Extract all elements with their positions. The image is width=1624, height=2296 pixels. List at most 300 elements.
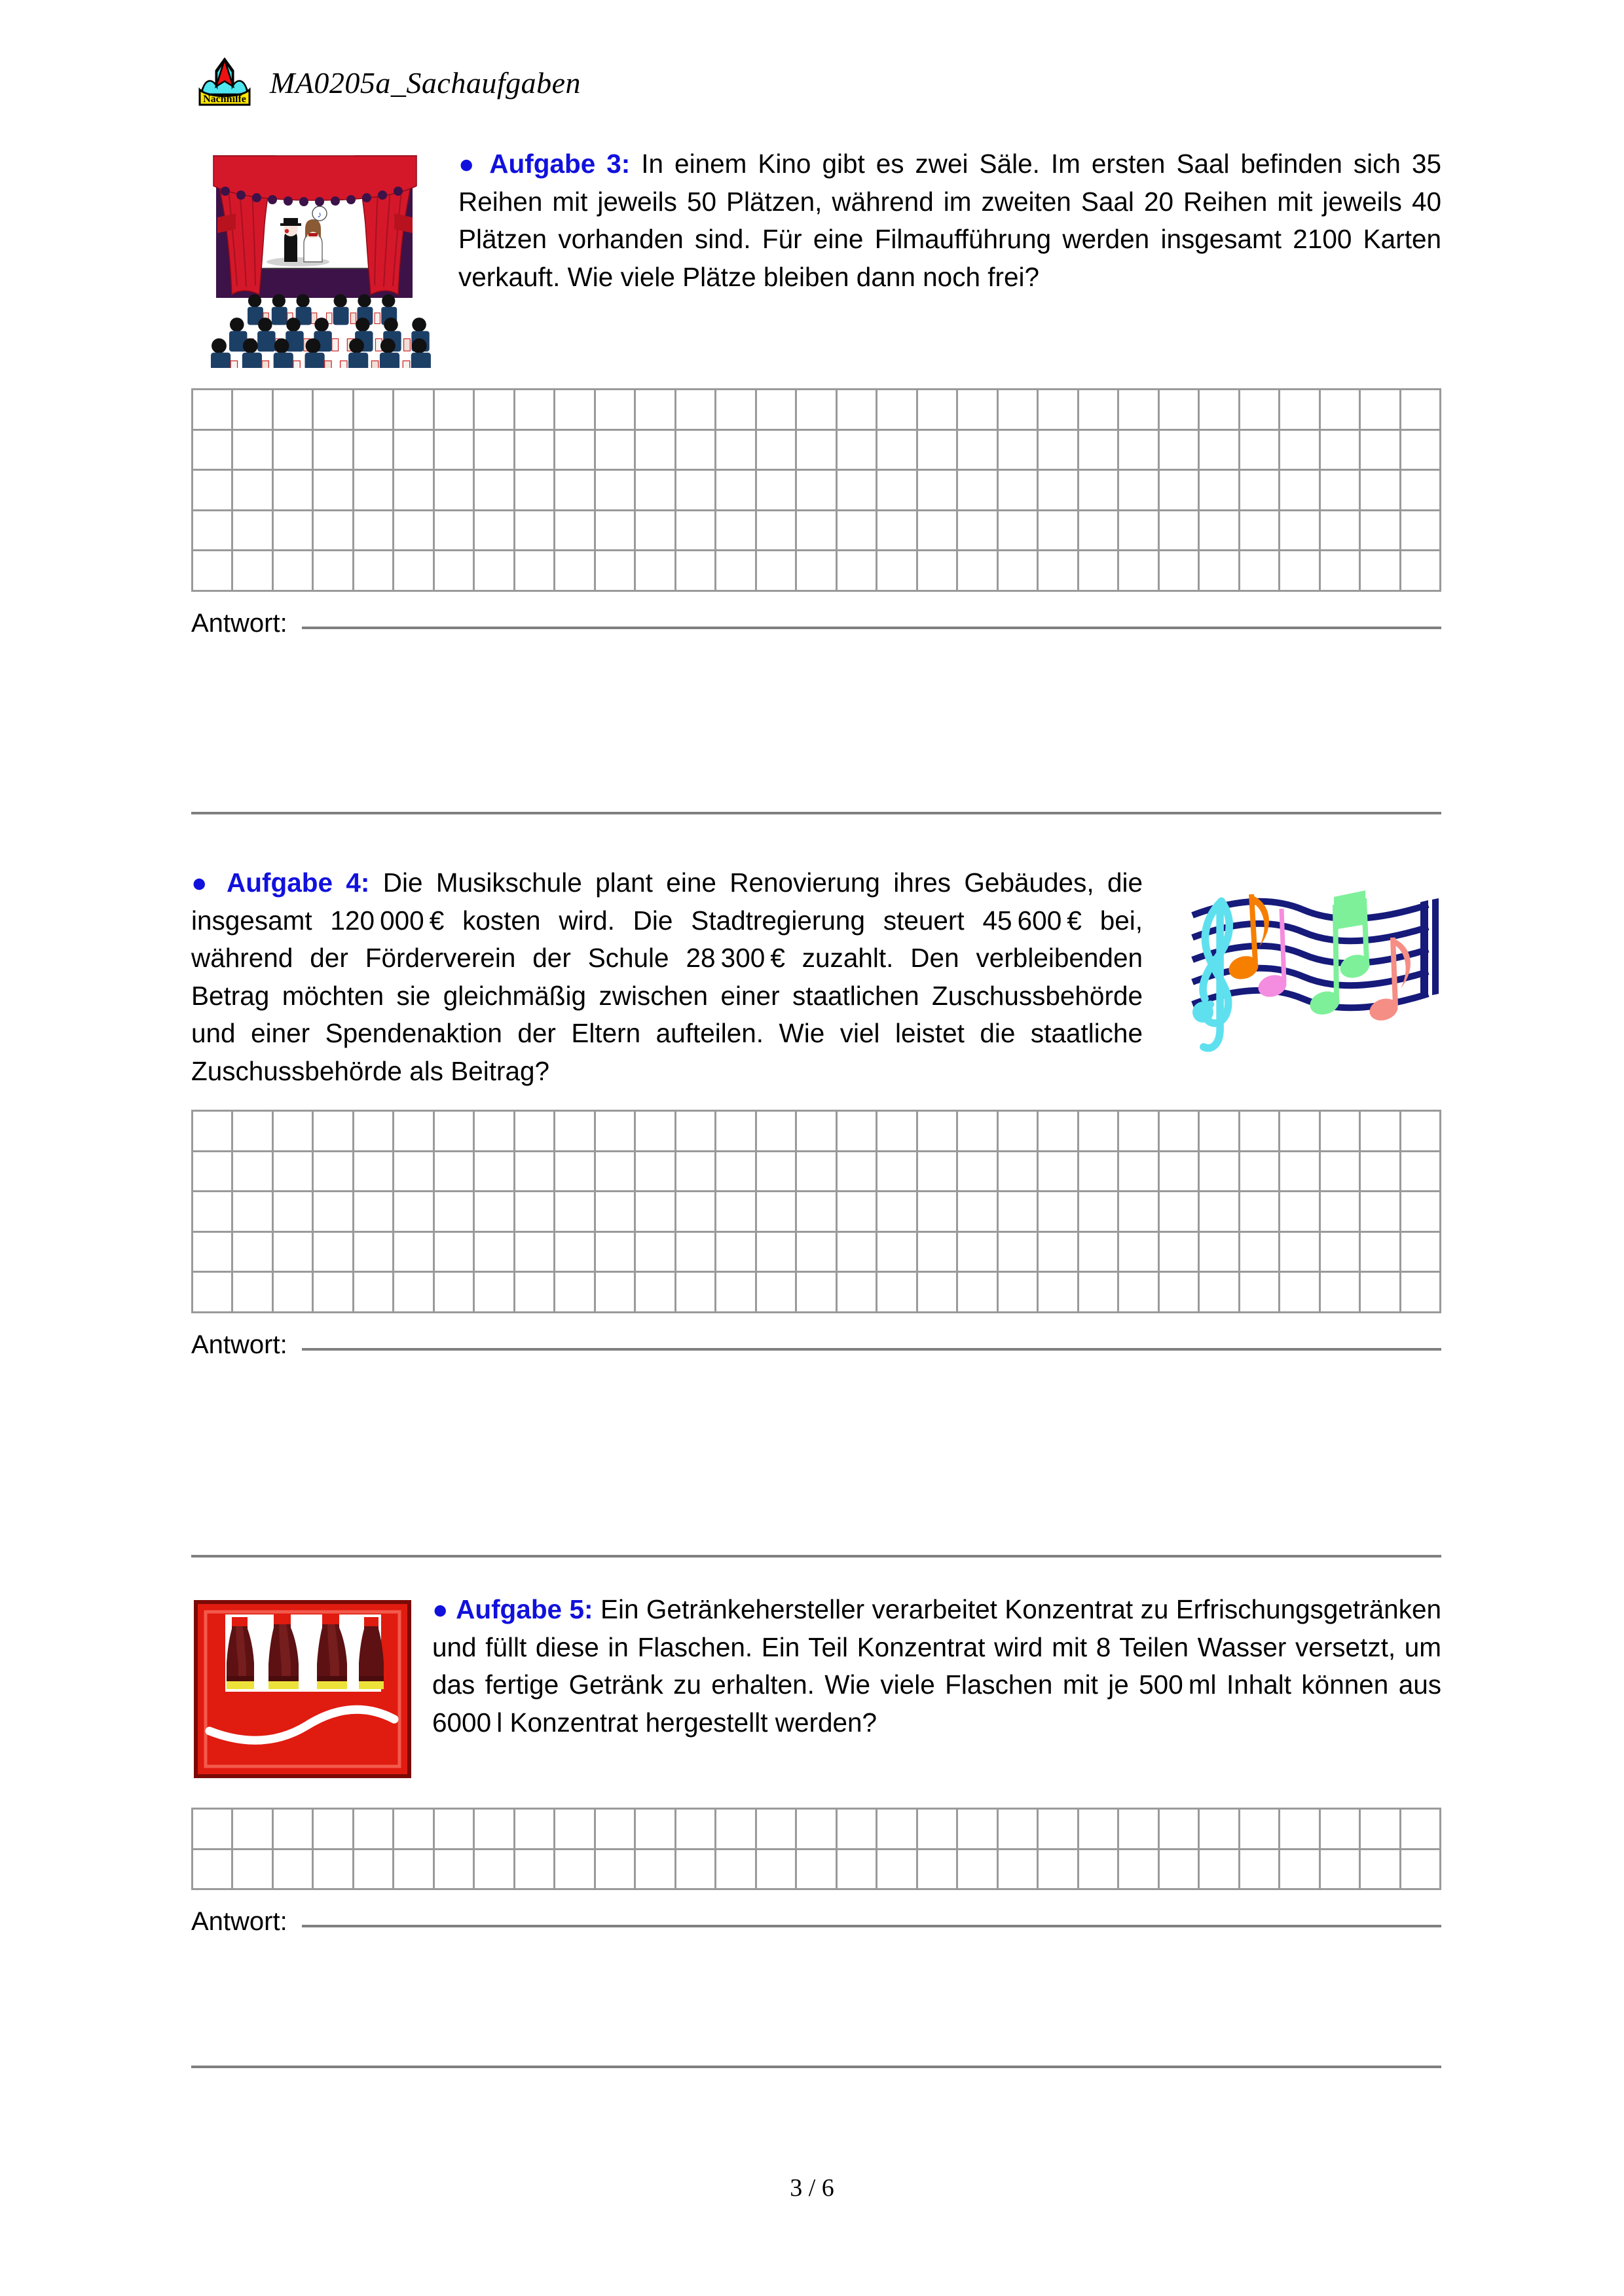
grid-cell[interactable]: [596, 1273, 636, 1313]
grid-cell[interactable]: [354, 1152, 394, 1193]
grid-cell[interactable]: [1200, 1273, 1240, 1313]
grid-cell[interactable]: [435, 1192, 475, 1233]
grid-cell[interactable]: [1079, 1233, 1119, 1273]
grid-cell[interactable]: [636, 1112, 676, 1152]
grid-cell[interactable]: [475, 390, 515, 431]
grid-cell[interactable]: [274, 471, 314, 511]
grid-cell[interactable]: [1401, 511, 1441, 552]
grid-cell[interactable]: [475, 511, 515, 552]
grid-cell[interactable]: [1119, 1233, 1159, 1273]
grid-cell[interactable]: [838, 1233, 877, 1273]
grid-cell[interactable]: [716, 551, 756, 592]
grid-cell[interactable]: [676, 551, 716, 592]
grid-cell[interactable]: [274, 1850, 314, 1891]
grid-cell[interactable]: [314, 1112, 354, 1152]
grid-cell[interactable]: [1280, 1273, 1320, 1313]
grid-cell[interactable]: [716, 511, 756, 552]
grid-cell[interactable]: [918, 1273, 958, 1313]
grid-cell[interactable]: [1160, 431, 1200, 471]
grid-cell[interactable]: [877, 1112, 917, 1152]
grid-cell[interactable]: [1079, 511, 1119, 552]
grid-cell[interactable]: [877, 1273, 917, 1313]
grid-cell[interactable]: [838, 1273, 877, 1313]
grid-cell[interactable]: [716, 1850, 756, 1891]
grid-cell[interactable]: [1119, 471, 1159, 511]
grid-cell[interactable]: [838, 1810, 877, 1850]
grid-cell[interactable]: [838, 1850, 877, 1891]
grid-cell[interactable]: [274, 1192, 314, 1233]
grid-cell[interactable]: [1079, 551, 1119, 592]
grid-cell[interactable]: [233, 1810, 273, 1850]
grid-cell[interactable]: [1200, 511, 1240, 552]
grid-cell[interactable]: [1280, 1850, 1320, 1891]
grid-cell[interactable]: [193, 1273, 233, 1313]
grid-cell[interactable]: [515, 1112, 555, 1152]
grid-cell[interactable]: [838, 1152, 877, 1193]
grid-cell[interactable]: [475, 1850, 515, 1891]
grid-cell[interactable]: [636, 390, 676, 431]
grid-cell[interactable]: [676, 1233, 716, 1273]
grid-cell[interactable]: [394, 551, 434, 592]
grid-cell[interactable]: [1160, 1192, 1200, 1233]
grid-cell[interactable]: [1200, 1192, 1240, 1233]
grid-cell[interactable]: [797, 390, 837, 431]
grid-cell[interactable]: [999, 471, 1039, 511]
grid-cell[interactable]: [1039, 431, 1079, 471]
grid-cell[interactable]: [233, 471, 273, 511]
grid-cell[interactable]: [515, 551, 555, 592]
grid-cell[interactable]: [757, 1152, 797, 1193]
grid-cell[interactable]: [999, 1273, 1039, 1313]
grid-cell[interactable]: [1119, 1850, 1159, 1891]
grid-cell[interactable]: [838, 1192, 877, 1233]
grid-cell[interactable]: [838, 471, 877, 511]
grid-cell[interactable]: [636, 1192, 676, 1233]
grid-cell[interactable]: [797, 1273, 837, 1313]
grid-cell[interactable]: [1079, 1192, 1119, 1233]
grid-cell[interactable]: [1321, 1810, 1361, 1850]
grid-cell[interactable]: [757, 1273, 797, 1313]
grid-cell[interactable]: [1039, 390, 1079, 431]
grid-cell[interactable]: [555, 1112, 595, 1152]
grid-cell[interactable]: [838, 390, 877, 431]
grid-cell[interactable]: [475, 1810, 515, 1850]
grid-cell[interactable]: [515, 390, 555, 431]
grid-cell[interactable]: [394, 511, 434, 552]
grid-cell[interactable]: [716, 1112, 756, 1152]
grid-cell[interactable]: [1361, 1112, 1401, 1152]
grid-cell[interactable]: [797, 551, 837, 592]
grid-cell[interactable]: [797, 471, 837, 511]
grid-cell[interactable]: [193, 471, 233, 511]
grid-cell[interactable]: [1280, 431, 1320, 471]
grid-cell[interactable]: [475, 431, 515, 471]
grid-cell[interactable]: [636, 1233, 676, 1273]
grid-cell[interactable]: [1280, 1112, 1320, 1152]
grid-cell[interactable]: [999, 431, 1039, 471]
grid-cell[interactable]: [918, 1850, 958, 1891]
grid-cell[interactable]: [958, 1192, 998, 1233]
grid-cell[interactable]: [435, 1152, 475, 1193]
grid-cell[interactable]: [394, 1192, 434, 1233]
grid-cell[interactable]: [676, 471, 716, 511]
grid-cell[interactable]: [999, 551, 1039, 592]
grid-cell[interactable]: [193, 1152, 233, 1193]
grid-cell[interactable]: [1280, 471, 1320, 511]
grid-cell[interactable]: [958, 1112, 998, 1152]
grid-cell[interactable]: [475, 1233, 515, 1273]
grid-cell[interactable]: [676, 390, 716, 431]
grid-cell[interactable]: [1119, 1273, 1159, 1313]
grid-cell[interactable]: [877, 1152, 917, 1193]
grid-cell[interactable]: [233, 390, 273, 431]
grid-cell[interactable]: [515, 471, 555, 511]
task-5-answer-rule[interactable]: [302, 1925, 1441, 1927]
grid-cell[interactable]: [1401, 1273, 1441, 1313]
grid-cell[interactable]: [515, 1233, 555, 1273]
grid-cell[interactable]: [636, 1810, 676, 1850]
grid-cell[interactable]: [1401, 1192, 1441, 1233]
grid-cell[interactable]: [999, 511, 1039, 552]
grid-cell[interactable]: [394, 1850, 434, 1891]
grid-cell[interactable]: [354, 471, 394, 511]
grid-cell[interactable]: [757, 431, 797, 471]
grid-cell[interactable]: [596, 511, 636, 552]
task-4-answer-grid[interactable]: [191, 1110, 1441, 1313]
grid-cell[interactable]: [1160, 1810, 1200, 1850]
grid-cell[interactable]: [676, 431, 716, 471]
grid-cell[interactable]: [193, 511, 233, 552]
grid-cell[interactable]: [676, 1112, 716, 1152]
grid-cell[interactable]: [274, 1273, 314, 1313]
grid-cell[interactable]: [958, 1233, 998, 1273]
grid-cell[interactable]: [233, 1850, 273, 1891]
grid-cell[interactable]: [958, 1152, 998, 1193]
grid-cell[interactable]: [716, 471, 756, 511]
grid-cell[interactable]: [394, 471, 434, 511]
grid-cell[interactable]: [797, 511, 837, 552]
grid-cell[interactable]: [555, 1273, 595, 1313]
grid-cell[interactable]: [1240, 1273, 1280, 1313]
grid-cell[interactable]: [555, 551, 595, 592]
grid-cell[interactable]: [918, 1112, 958, 1152]
grid-cell[interactable]: [1321, 471, 1361, 511]
grid-cell[interactable]: [555, 1850, 595, 1891]
grid-cell[interactable]: [716, 1810, 756, 1850]
grid-cell[interactable]: [596, 471, 636, 511]
grid-cell[interactable]: [193, 551, 233, 592]
grid-cell[interactable]: [1401, 1233, 1441, 1273]
grid-cell[interactable]: [1039, 1273, 1079, 1313]
grid-cell[interactable]: [1280, 1233, 1320, 1273]
grid-cell[interactable]: [1039, 1233, 1079, 1273]
grid-cell[interactable]: [999, 1152, 1039, 1193]
grid-cell[interactable]: [314, 471, 354, 511]
grid-cell[interactable]: [1079, 390, 1119, 431]
grid-cell[interactable]: [1401, 471, 1441, 511]
grid-cell[interactable]: [435, 1850, 475, 1891]
grid-cell[interactable]: [475, 551, 515, 592]
grid-cell[interactable]: [797, 1152, 837, 1193]
grid-cell[interactable]: [596, 551, 636, 592]
grid-cell[interactable]: [1401, 1850, 1441, 1891]
grid-cell[interactable]: [314, 1192, 354, 1233]
grid-cell[interactable]: [797, 1233, 837, 1273]
grid-cell[interactable]: [958, 551, 998, 592]
grid-cell[interactable]: [555, 1810, 595, 1850]
grid-cell[interactable]: [233, 1152, 273, 1193]
grid-cell[interactable]: [918, 551, 958, 592]
grid-cell[interactable]: [1119, 1810, 1159, 1850]
grid-cell[interactable]: [1361, 431, 1401, 471]
grid-cell[interactable]: [274, 551, 314, 592]
grid-cell[interactable]: [1401, 1810, 1441, 1850]
grid-cell[interactable]: [1079, 1810, 1119, 1850]
grid-cell[interactable]: [999, 1810, 1039, 1850]
grid-cell[interactable]: [958, 1273, 998, 1313]
grid-cell[interactable]: [1240, 1810, 1280, 1850]
grid-cell[interactable]: [555, 1233, 595, 1273]
grid-cell[interactable]: [918, 511, 958, 552]
grid-cell[interactable]: [757, 1192, 797, 1233]
grid-cell[interactable]: [958, 1850, 998, 1891]
grid-cell[interactable]: [193, 431, 233, 471]
grid-cell[interactable]: [596, 431, 636, 471]
grid-cell[interactable]: [1079, 1850, 1119, 1891]
grid-cell[interactable]: [515, 1850, 555, 1891]
grid-cell[interactable]: [354, 1192, 394, 1233]
grid-cell[interactable]: [435, 1233, 475, 1273]
grid-cell[interactable]: [1079, 471, 1119, 511]
grid-cell[interactable]: [1321, 431, 1361, 471]
grid-cell[interactable]: [1079, 1112, 1119, 1152]
grid-cell[interactable]: [918, 431, 958, 471]
grid-cell[interactable]: [1160, 390, 1200, 431]
grid-cell[interactable]: [1119, 431, 1159, 471]
grid-cell[interactable]: [274, 1112, 314, 1152]
grid-cell[interactable]: [555, 1152, 595, 1193]
grid-cell[interactable]: [435, 511, 475, 552]
grid-cell[interactable]: [1240, 1192, 1280, 1233]
grid-cell[interactable]: [1280, 1192, 1320, 1233]
grid-cell[interactable]: [435, 1112, 475, 1152]
grid-cell[interactable]: [1240, 1850, 1280, 1891]
grid-cell[interactable]: [958, 431, 998, 471]
grid-cell[interactable]: [1401, 1152, 1441, 1193]
grid-cell[interactable]: [918, 1152, 958, 1193]
grid-cell[interactable]: [716, 1152, 756, 1193]
grid-cell[interactable]: [797, 1810, 837, 1850]
grid-cell[interactable]: [1039, 1192, 1079, 1233]
grid-cell[interactable]: [1119, 390, 1159, 431]
grid-cell[interactable]: [354, 1850, 394, 1891]
grid-cell[interactable]: [555, 511, 595, 552]
grid-cell[interactable]: [596, 1152, 636, 1193]
grid-cell[interactable]: [314, 390, 354, 431]
grid-cell[interactable]: [475, 471, 515, 511]
grid-cell[interactable]: [1200, 471, 1240, 511]
grid-cell[interactable]: [1160, 1233, 1200, 1273]
grid-cell[interactable]: [958, 471, 998, 511]
grid-cell[interactable]: [1240, 471, 1280, 511]
grid-cell[interactable]: [1039, 511, 1079, 552]
grid-cell[interactable]: [233, 1233, 273, 1273]
grid-cell[interactable]: [435, 1810, 475, 1850]
grid-cell[interactable]: [1160, 551, 1200, 592]
grid-cell[interactable]: [555, 471, 595, 511]
grid-cell[interactable]: [877, 431, 917, 471]
grid-cell[interactable]: [233, 1112, 273, 1152]
grid-cell[interactable]: [1321, 511, 1361, 552]
grid-cell[interactable]: [515, 431, 555, 471]
grid-cell[interactable]: [314, 1152, 354, 1193]
grid-cell[interactable]: [676, 511, 716, 552]
grid-cell[interactable]: [1200, 390, 1240, 431]
grid-cell[interactable]: [515, 511, 555, 552]
grid-cell[interactable]: [274, 1233, 314, 1273]
grid-cell[interactable]: [1361, 551, 1401, 592]
grid-cell[interactable]: [1079, 1273, 1119, 1313]
grid-cell[interactable]: [233, 1192, 273, 1233]
grid-cell[interactable]: [1321, 1273, 1361, 1313]
grid-cell[interactable]: [1240, 431, 1280, 471]
grid-cell[interactable]: [757, 1850, 797, 1891]
grid-cell[interactable]: [435, 390, 475, 431]
grid-cell[interactable]: [596, 1112, 636, 1152]
grid-cell[interactable]: [515, 1810, 555, 1850]
grid-cell[interactable]: [1200, 431, 1240, 471]
grid-cell[interactable]: [636, 431, 676, 471]
grid-cell[interactable]: [838, 551, 877, 592]
grid-cell[interactable]: [354, 1273, 394, 1313]
grid-cell[interactable]: [877, 1192, 917, 1233]
grid-cell[interactable]: [314, 431, 354, 471]
grid-cell[interactable]: [1039, 1850, 1079, 1891]
grid-cell[interactable]: [314, 511, 354, 552]
grid-cell[interactable]: [1401, 390, 1441, 431]
grid-cell[interactable]: [394, 1810, 434, 1850]
grid-cell[interactable]: [314, 1273, 354, 1313]
grid-cell[interactable]: [314, 551, 354, 592]
grid-cell[interactable]: [1401, 1112, 1441, 1152]
grid-cell[interactable]: [475, 1273, 515, 1313]
grid-cell[interactable]: [1160, 1273, 1200, 1313]
grid-cell[interactable]: [999, 1192, 1039, 1233]
grid-cell[interactable]: [716, 1273, 756, 1313]
grid-cell[interactable]: [636, 1273, 676, 1313]
grid-cell[interactable]: [636, 471, 676, 511]
grid-cell[interactable]: [636, 511, 676, 552]
grid-cell[interactable]: [1119, 551, 1159, 592]
grid-cell[interactable]: [877, 390, 917, 431]
grid-cell[interactable]: [394, 1112, 434, 1152]
grid-cell[interactable]: [1361, 1152, 1401, 1193]
grid-cell[interactable]: [354, 1112, 394, 1152]
grid-cell[interactable]: [757, 471, 797, 511]
grid-cell[interactable]: [233, 1273, 273, 1313]
grid-cell[interactable]: [1039, 471, 1079, 511]
grid-cell[interactable]: [757, 1810, 797, 1850]
grid-cell[interactable]: [1361, 390, 1401, 431]
grid-cell[interactable]: [676, 1273, 716, 1313]
grid-cell[interactable]: [193, 390, 233, 431]
grid-cell[interactable]: [1240, 1112, 1280, 1152]
grid-cell[interactable]: [1401, 551, 1441, 592]
grid-cell[interactable]: [958, 1810, 998, 1850]
grid-cell[interactable]: [918, 471, 958, 511]
grid-cell[interactable]: [1361, 511, 1401, 552]
grid-cell[interactable]: [1321, 1233, 1361, 1273]
grid-cell[interactable]: [1160, 471, 1200, 511]
grid-cell[interactable]: [636, 1850, 676, 1891]
grid-cell[interactable]: [1361, 1192, 1401, 1233]
grid-cell[interactable]: [233, 431, 273, 471]
grid-cell[interactable]: [716, 1233, 756, 1273]
grid-cell[interactable]: [999, 1233, 1039, 1273]
grid-cell[interactable]: [757, 511, 797, 552]
grid-cell[interactable]: [636, 551, 676, 592]
grid-cell[interactable]: [716, 390, 756, 431]
task-4-answer-rule[interactable]: [302, 1348, 1441, 1351]
grid-cell[interactable]: [1361, 1273, 1401, 1313]
grid-cell[interactable]: [596, 390, 636, 431]
grid-cell[interactable]: [1240, 551, 1280, 592]
grid-cell[interactable]: [233, 551, 273, 592]
grid-cell[interactable]: [1200, 1112, 1240, 1152]
grid-cell[interactable]: [193, 1112, 233, 1152]
grid-cell[interactable]: [1039, 1152, 1079, 1193]
grid-cell[interactable]: [1321, 1192, 1361, 1233]
grid-cell[interactable]: [918, 390, 958, 431]
grid-cell[interactable]: [958, 390, 998, 431]
grid-cell[interactable]: [918, 1233, 958, 1273]
grid-cell[interactable]: [596, 1850, 636, 1891]
grid-cell[interactable]: [354, 431, 394, 471]
grid-cell[interactable]: [394, 1233, 434, 1273]
grid-cell[interactable]: [1361, 1810, 1401, 1850]
grid-cell[interactable]: [999, 390, 1039, 431]
grid-cell[interactable]: [274, 1152, 314, 1193]
grid-cell[interactable]: [1321, 390, 1361, 431]
grid-cell[interactable]: [757, 1233, 797, 1273]
grid-cell[interactable]: [475, 1112, 515, 1152]
grid-cell[interactable]: [354, 1810, 394, 1850]
grid-cell[interactable]: [1079, 431, 1119, 471]
grid-cell[interactable]: [596, 1192, 636, 1233]
grid-cell[interactable]: [1200, 551, 1240, 592]
grid-cell[interactable]: [1079, 1152, 1119, 1193]
grid-cell[interactable]: [314, 1810, 354, 1850]
grid-cell[interactable]: [757, 551, 797, 592]
grid-cell[interactable]: [596, 1810, 636, 1850]
grid-cell[interactable]: [193, 1850, 233, 1891]
task-5-answer-grid[interactable]: [191, 1808, 1441, 1890]
task-3-answer-rule[interactable]: [302, 627, 1441, 629]
grid-cell[interactable]: [314, 1233, 354, 1273]
grid-cell[interactable]: [1200, 1810, 1240, 1850]
grid-cell[interactable]: [354, 1233, 394, 1273]
grid-cell[interactable]: [1200, 1850, 1240, 1891]
grid-cell[interactable]: [515, 1192, 555, 1233]
grid-cell[interactable]: [1240, 390, 1280, 431]
grid-cell[interactable]: [1039, 551, 1079, 592]
grid-cell[interactable]: [354, 390, 394, 431]
grid-cell[interactable]: [394, 1152, 434, 1193]
grid-cell[interactable]: [757, 390, 797, 431]
grid-cell[interactable]: [1039, 1112, 1079, 1152]
grid-cell[interactable]: [757, 1112, 797, 1152]
grid-cell[interactable]: [1321, 1112, 1361, 1152]
